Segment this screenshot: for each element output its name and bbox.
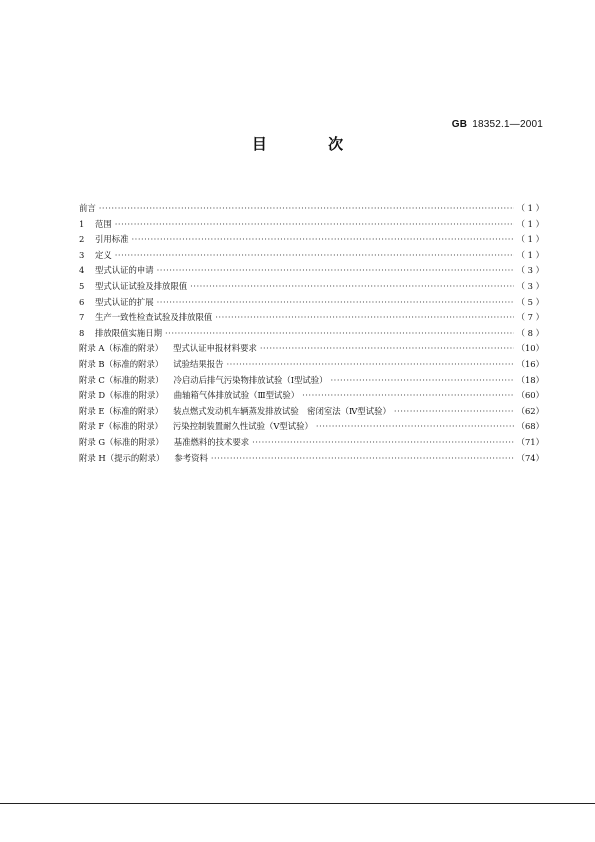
toc-entry[interactable]: [79, 404, 544, 420]
toc-entry-leader-dots: [132, 232, 514, 248]
toc-entry-title: 前言: [79, 203, 96, 213]
toc-entry-page: （ 8 ）: [516, 327, 544, 338]
toc-entry-appendix-label: 附录 B（标准的附录）: [79, 358, 164, 369]
toc-entry-number: 6: [79, 296, 85, 307]
toc-entry-page: （74）: [516, 452, 544, 463]
toc-entry[interactable]: [79, 357, 544, 373]
toc-entry-title: 型式认证的申请: [95, 265, 154, 276]
toc-entry-page: （ 3 ）: [516, 280, 544, 291]
page-title: 目 次: [251, 135, 372, 153]
table-of-contents: [79, 201, 544, 466]
toc-entry-page: （ 7 ）: [516, 312, 544, 323]
toc-entry-title: 生产一致性检查试验及排放限值: [95, 312, 213, 323]
toc-entry-page: （68）: [516, 421, 544, 432]
toc-entry[interactable]: [79, 373, 544, 389]
toc-entry-page: （18）: [516, 374, 544, 385]
toc-entry-leader-dots: [302, 388, 513, 404]
toc-entry-leader-dots: [211, 451, 514, 467]
toc-entry-page: （ 1 ）: [516, 218, 544, 229]
toc-entry-page: （ 1 ）: [516, 249, 544, 260]
toc-entry[interactable]: [79, 341, 544, 357]
bottom-rule: [0, 803, 595, 804]
toc-entry-page: （10）: [516, 343, 544, 354]
toc-entry[interactable]: [79, 217, 544, 233]
toc-entry-leader-dots: [260, 341, 514, 357]
toc-entry-number: 4: [79, 265, 85, 276]
toc-entry-page: （60）: [516, 390, 544, 401]
toc-entry-title: 冷启动后排气污染物排放试验（Ⅰ型试验）: [173, 374, 328, 385]
toc-entry-title: 型式认证申报材料要求: [173, 343, 257, 354]
toc-entry-title: 排放限值实施日期: [95, 327, 162, 338]
toc-entry-leader-dots: [226, 357, 513, 373]
toc-entry-title: 型式认证的扩展: [95, 296, 154, 307]
toc-entry-number: 2: [79, 234, 85, 245]
toc-entry-leader-dots: [157, 263, 514, 279]
toc-entry-appendix-label: 附录 H（提示的附录）: [79, 452, 165, 463]
toc-entry[interactable]: [79, 419, 544, 435]
toc-entry-number: 3: [79, 249, 85, 260]
toc-entry[interactable]: [79, 232, 544, 248]
toc-entry-leader-dots: [316, 419, 514, 435]
toc-entry-leader-dots: [190, 279, 513, 295]
toc-entry-page: （ 1 ）: [516, 234, 544, 245]
toc-entry-title: 试验结果报告: [173, 358, 224, 369]
toc-entry-title: 型式认证试验及排放限值: [95, 280, 188, 291]
standard-prefix: GB: [451, 119, 468, 130]
toc-entry[interactable]: [79, 435, 544, 451]
toc-entry-leader-dots: [115, 248, 514, 264]
toc-entry-appendix-label: 附录 F（标准的附录）: [79, 421, 163, 432]
toc-entry-page: （ 3 ）: [516, 265, 544, 276]
toc-entry-appendix-label: 附录 C（标准的附录）: [79, 374, 164, 385]
toc-entry-leader-dots: [165, 326, 514, 342]
toc-entry-appendix-label: 附录 E（标准的附录）: [79, 405, 164, 416]
toc-entry-title: 基准燃料的技术要求: [173, 436, 250, 447]
toc-entry-leader-dots: [331, 373, 514, 389]
toc-entry-leader-dots: [394, 404, 514, 420]
toc-entry-appendix-label: 附录 D（标准的附录）: [79, 390, 164, 401]
toc-entry-leader-dots: [99, 201, 514, 217]
toc-entry-title: 污染控制装置耐久性试验（Ⅴ型试验）: [172, 421, 313, 432]
toc-entry-page: （ 1 ）: [516, 203, 544, 213]
toc-entry[interactable]: [79, 295, 544, 311]
toc-entry-page: （ 5 ）: [516, 296, 544, 307]
standard-code: [452, 119, 543, 130]
toc-entry[interactable]: [79, 263, 544, 279]
toc-entry[interactable]: [79, 279, 544, 295]
toc-entry-page: （16）: [516, 358, 544, 369]
toc-entry-leader-dots: [115, 217, 514, 233]
toc-entry-appendix-label: 附录 G（标准的附录）: [79, 436, 164, 447]
toc-entry[interactable]: [79, 310, 544, 326]
toc-entry-title: 引用标准: [95, 234, 129, 245]
toc-entry-number: 5: [79, 280, 85, 291]
toc-entry-number: 1: [79, 218, 85, 229]
toc-entry-appendix-label: 附录 A（标准的附录）: [79, 343, 164, 354]
toc-entry[interactable]: [79, 326, 544, 342]
toc-entry-leader-dots: [252, 435, 513, 451]
toc-entry[interactable]: [79, 451, 544, 467]
toc-entry-number: 7: [79, 312, 85, 323]
toc-entry-page: （62）: [516, 405, 544, 416]
toc-entry-number: 8: [79, 327, 85, 338]
toc-entry[interactable]: [79, 388, 544, 404]
toc-entry-page: （71）: [516, 436, 544, 447]
toc-entry-title: 装点燃式发动机车辆蒸发排放试验 密闭室法（Ⅳ型试验）: [173, 405, 391, 416]
toc-entry-leader-dots: [157, 295, 514, 311]
toc-entry-title: 定义: [95, 249, 112, 260]
toc-entry-title: 曲轴箱气体排放试验（Ⅲ型试验）: [173, 390, 300, 401]
toc-entry-leader-dots: [215, 310, 513, 326]
toc-entry[interactable]: [79, 248, 544, 264]
standard-number: 18352.1—2001: [472, 119, 543, 130]
toc-entry-title: 参考资料: [174, 452, 208, 463]
toc-entry-title: 范围: [95, 218, 112, 229]
toc-entry[interactable]: [79, 201, 544, 217]
